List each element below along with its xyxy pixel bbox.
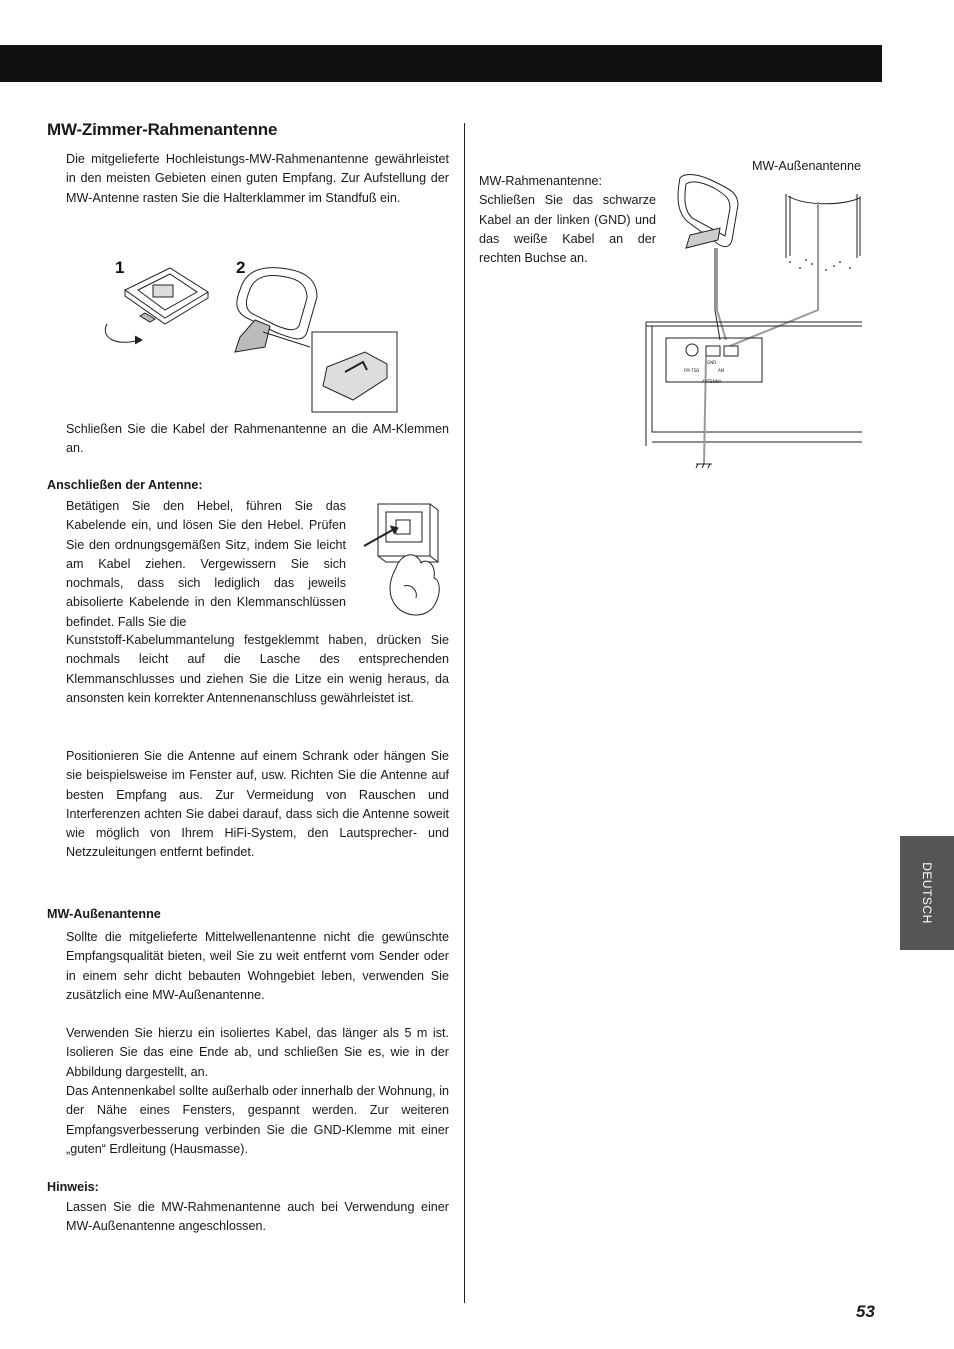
outdoor-paragraph-3: Das Antennenkabel sollte außerhalb oder innerhalb der Wohnung, in der Nähe eines Fensters, gespannt werden. Zur weiteren Empfangsverbesserung verbinden Sie die GND-Klemme mit einer „guten“ Erdleitung (Hausmasse). [66, 1084, 449, 1156]
connecting-body-full: Kunststoff-Kabelummantelung festgeklemmt haben, drücken Sie nochmals leicht auf die Lasche des entsprechenden Klemmanschlusses und ziehen Sie die Litze ein wenig heraus, da ansonsten kein korrekter Antennenanschluss gewährleistet ist. [66, 633, 449, 705]
section-title: MW-Zimmer-Rahmenantenne [47, 120, 278, 139]
panel-am-label: AM [718, 368, 725, 373]
outdoor-antenna-caption: MW-Außenantenne [752, 159, 861, 173]
antenna-connection-diagram [640, 170, 865, 470]
column-divider [464, 123, 465, 1303]
panel-gnd-label: GND [707, 360, 717, 365]
antenna-base-drawing [105, 268, 208, 344]
loop-antenna-caption: MW-Rahmenantenne: Schließen Sie das schwarze Kabel an der linken (GND) und das weiße Kabel an der rechten Buchse an. [479, 174, 656, 266]
panel-fm-label: FM 75Ω [684, 368, 700, 373]
loop-antenna-drawing [235, 268, 397, 412]
outdoor-heading: MW-Außenantenne [47, 907, 161, 921]
intro-paragraph: Die mitgelieferte Hochleistungs-MW-Rahmenantenne gewährleistet in den meisten Gebieten einen guten Empfang. Zur Aufstellung der MW-Antenne rasten Sie die Halterklammer im Standfuß ein. [66, 152, 449, 205]
note-body: Lassen Sie die MW-Rahmenantenne auch bei Verwendung einer MW-Außenantenne angeschlossen. [66, 1200, 449, 1234]
step-2-label: 2 [236, 258, 246, 277]
terminal-hand-illustration [356, 498, 448, 622]
panel-antenna-label: ANTENNA [702, 379, 722, 384]
positioning-paragraph: Positionieren Sie die Antenne auf einem Schrank oder hängen Sie sie beispielsweise im Fenster auf, usw. Richten Sie die Antenne auf besten Empfang aus. Zur Vermeidung von Rauschen und Interferenzen achten Sie dabei darauf, dass sich die Antenne soweit wie möglich von Ihrem HiFi-System, den Lautsprecher- und Netzzuleitungen entfernt befindet. [66, 749, 449, 860]
outdoor-paragraph-1: Sollte die mitgelieferte Mittelwellenantenne nicht die gewünschte Empfangsqualität bieten, weil Sie zu weit entfernt vom Sender oder in einem sehr dicht bebauten Wohngebiet leben, verwenden Sie zusätzlich eine MW-Außenantenne. [66, 930, 449, 1002]
connect-paragraph: Schließen Sie die Kabel der Rahmenantenne an die AM-Klemmen an. [66, 422, 449, 456]
language-tab [900, 836, 954, 950]
language-tab-label: DEUTSCH [920, 862, 934, 924]
outdoor-paragraph-2: Verwenden Sie hierzu ein isoliertes Kabel, das länger als 5 m ist. Isolieren Sie das eine Ende ab, und schließen Sie es, wie in der Abbildung dargestellt, an. [66, 1026, 449, 1079]
header-bar [0, 45, 882, 82]
connecting-body-wrapped: Betätigen Sie den Hebel, führen Sie das Kabelende ein, und lösen Sie den Hebel. Prüfen Sie den ordnungsgemäßen Sitz, indem Sie leicht am Kabel ziehen. Vergewissern Sie sich nochmals, dass sich lediglich das jeweils abisolierte Kabelende in den Klemmanschlüssen befindet. Falls Sie die [66, 499, 346, 629]
antenna-assembly-illustration [95, 252, 405, 417]
page-number: 53 [856, 1302, 875, 1321]
connecting-heading: Anschließen der Antenne: [47, 478, 203, 492]
step-1-label: 1 [115, 258, 125, 277]
note-heading: Hinweis: [47, 1180, 99, 1194]
